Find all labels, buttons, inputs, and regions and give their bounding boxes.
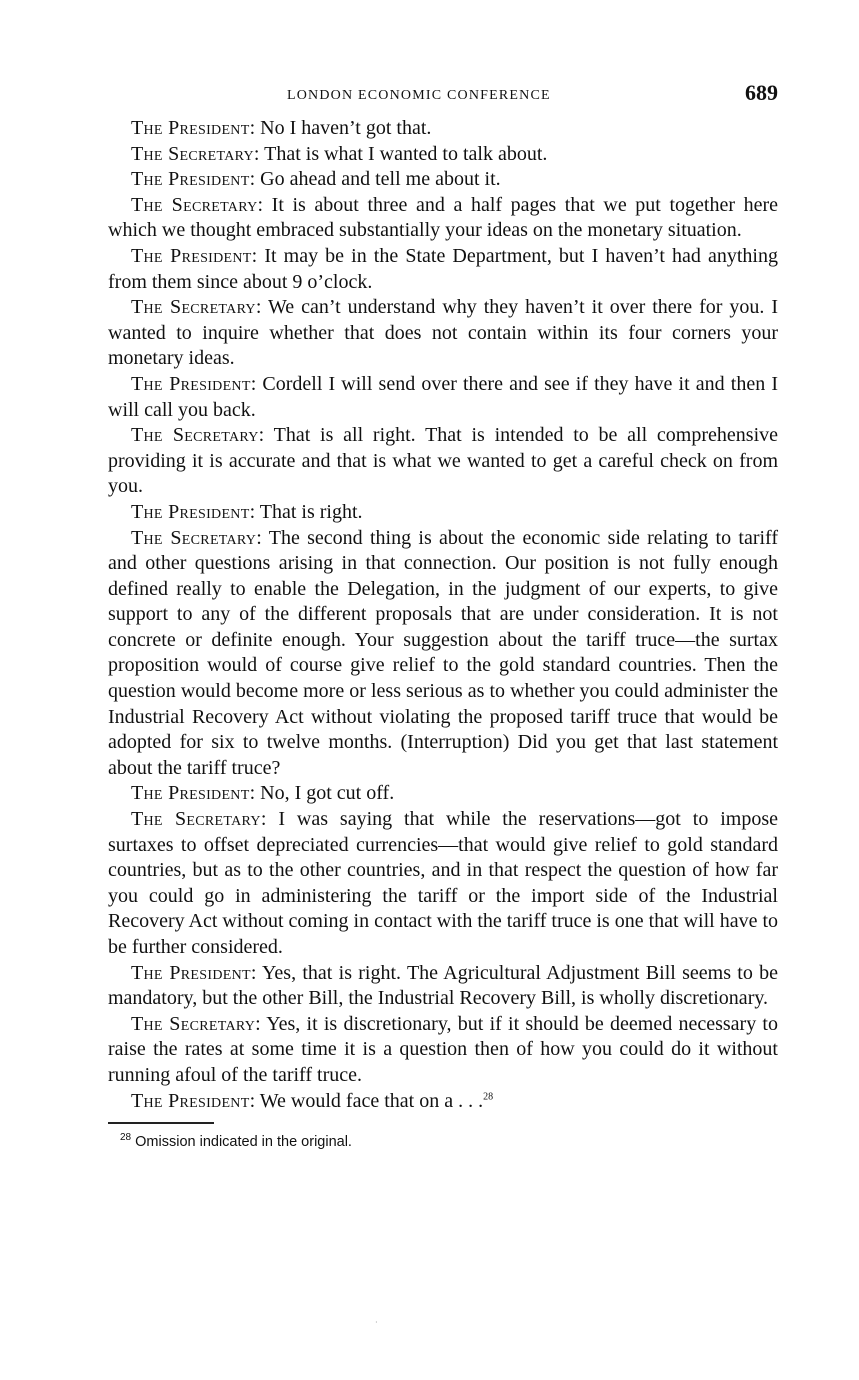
exchange-paragraph: The President: That is right.	[131, 500, 363, 523]
footnote-marker: 28	[120, 1132, 132, 1144]
exchange-text: It may be in the State Department, but I haven’t had anything from them since about 9 o’clock.	[108, 244, 778, 293]
exchange-text: No I haven’t got that.	[260, 117, 432, 139]
exchange-text: That is all right. That is intended to be all comprehensive providing it is accurate and that is what we wanted to get a careful check on from you.	[108, 424, 778, 498]
speaker-label: The Secretary	[131, 1012, 256, 1035]
exchange-paragraph: The Secretary: The second thing is about the economic side relating to tariff and other questions arising in that connection. Our position is not fully enough defined really to enable the Delegation, in the judgment of our experts, to give support to any of the different proposals that are under consideration. It is not concrete or definite enough. Your suggestion about the tariff truce—the surtax proposition would of course give relief to the gold standard countries. Then the question would become more or less serious as to whether you could administer the Industrial Recovery Act without violating the proposed tariff truce that would be adopted for six to twelve months. (Interruption) Did you get that last statement about the tariff truce?	[108, 526, 778, 779]
exchange-text: We can’t understand why they haven’t it over there for you. I wanted to inquire whether that does not contain within its four corners your monetary ideas.	[108, 296, 778, 370]
scan-speck: ·	[375, 1318, 378, 1327]
exchange-paragraph: The President: No I haven’t got that.	[131, 117, 432, 139]
exchange-text: That is right.	[259, 500, 363, 523]
exchange-paragraph: The President: It may be in the State Department, but I haven’t had anything from them since about 9 o’clock.	[108, 244, 778, 293]
speaker-label: The Secretary	[131, 424, 259, 447]
exchange-paragraph: The Secretary: That is what I wanted to talk about.	[131, 142, 548, 165]
footnote-reference: 28	[483, 1090, 494, 1102]
exchange-text: Go ahead and tell me about it.	[260, 168, 501, 191]
exchange-text: I was saying that while the reservations—got to impose surtaxes to offset depreciated currencies—that would give relief to gold standard countries, but as to the other countries, and in that respect the question of how far you could go in administering the tariff or the import side of the Industrial Recovery Act without coming in contact with the tariff truce is one that will have to be further considered.	[108, 808, 779, 958]
exchange-paragraph: The Secretary: That is all right. That is intended to be all comprehensive providing it is accurate and that is what we wanted to get a careful check on from you.	[108, 424, 778, 498]
exchange-text: Yes, it is discretionary, but if it should be deemed necessary to raise the rates at some time it is a question then of how you could do it without running afoul of the tariff truce.	[108, 1012, 778, 1086]
speaker-label: The Secretary	[131, 808, 261, 831]
exchange-text: Cordell I will send over there and see if they have it and then I will call you back.	[108, 372, 778, 421]
speaker-label: The President	[131, 782, 250, 805]
exchange-paragraph: The Secretary: It is about three and a half pages that we put together here which we thought embraced substantially your ideas on the monetary situation.	[108, 193, 778, 242]
speaker-label: The President	[131, 961, 251, 984]
footnote	[120, 1134, 778, 1150]
page-number: 689	[745, 80, 778, 105]
exchange-text: Yes, that is right. The Agricultural Adjustment Bill seems to be mandatory, but the other Bill, the Industrial Recovery Bill, is wholly discretionary.	[108, 961, 778, 1010]
exchange-text: It is about three and a half pages that we put together here which we thought embraced substantially your ideas on the monetary situation.	[108, 193, 778, 242]
running-title: LONDON ECONOMIC CONFERENCE	[287, 88, 551, 103]
exchange-text: That is what I wanted to talk about.	[264, 142, 548, 165]
speaker-label: The Secretary	[131, 193, 258, 216]
speaker-label: The Secretary	[131, 526, 257, 549]
speaker-label: The President	[131, 500, 250, 523]
speaker-label: The President	[131, 168, 250, 191]
exchange-paragraph: The President: We would face that on a . . .$^{28}$	[131, 1089, 494, 1112]
document-page	[108, 82, 778, 1150]
exchange-paragraph: The President: Yes, that is right. The Agricultural Adjustment Bill seems to be mandatory, but the other Bill, the Industrial Recovery Bill, is wholly discretionary.	[108, 961, 778, 1010]
exchange-text: We would face that on a . . .	[259, 1089, 484, 1112]
exchange-paragraph: The Secretary: We can’t understand why they haven’t it over there for you. I wanted to inquire whether that does not contain within its four corners your monetary ideas.	[108, 296, 778, 370]
footnote-divider	[108, 1122, 214, 1124]
page-header	[108, 82, 778, 116]
speaker-label: The President	[131, 244, 252, 267]
exchange-paragraph: The Secretary: Yes, it is discretionary, but if it should be deemed necessary to raise the rates at some time it is a question then of how you could do it without running afoul of the tariff truce.	[108, 1012, 778, 1086]
speaker-label: The President	[131, 372, 251, 395]
speaker-label: The Secretary	[131, 296, 256, 319]
exchange-paragraph: The President: Cordell I will send over there and see if they have it and then I will call you back.	[108, 372, 778, 421]
transcript-body	[108, 116, 778, 1114]
exchange-text: No, I got cut off.	[260, 782, 395, 805]
speaker-label: The President	[131, 1089, 250, 1112]
exchange-paragraph: The President: Go ahead and tell me about it.	[131, 168, 501, 191]
footnote-text: Omission indicated in the original.	[135, 1134, 352, 1151]
exchange-paragraph: The Secretary: I was saying that while the reservations—got to impose surtaxes to offset depreciated currencies—that would give relief to gold standard countries, but as to the other countries, and in that respect the question of how far you could go in administering the tariff or the import side of the Industrial Recovery Act without coming in contact with the tariff truce is one that will have to be further considered.	[108, 808, 779, 958]
speaker-label: The Secretary	[131, 142, 254, 165]
speaker-label: The President	[131, 117, 250, 139]
exchange-paragraph: The President: No, I got cut off.	[131, 782, 395, 805]
exchange-text: The second thing is about the economic side relating to tariff and other questions arising in that connection. Our position is not fully enough defined really to enable the Delegation, in the judgment of our experts, to give support to any of the different proposals that are under consideration. It is not concrete or definite enough. Your suggestion about the tariff truce—the surtax proposition would of course give relief to the gold standard countries. Then the question would become more or less serious as to whether you could administer the Industrial Recovery Act without violating the proposed tariff truce that would be adopted for six to twelve months. (Interruption) Did you get that last statement about the tariff truce?	[108, 526, 778, 779]
